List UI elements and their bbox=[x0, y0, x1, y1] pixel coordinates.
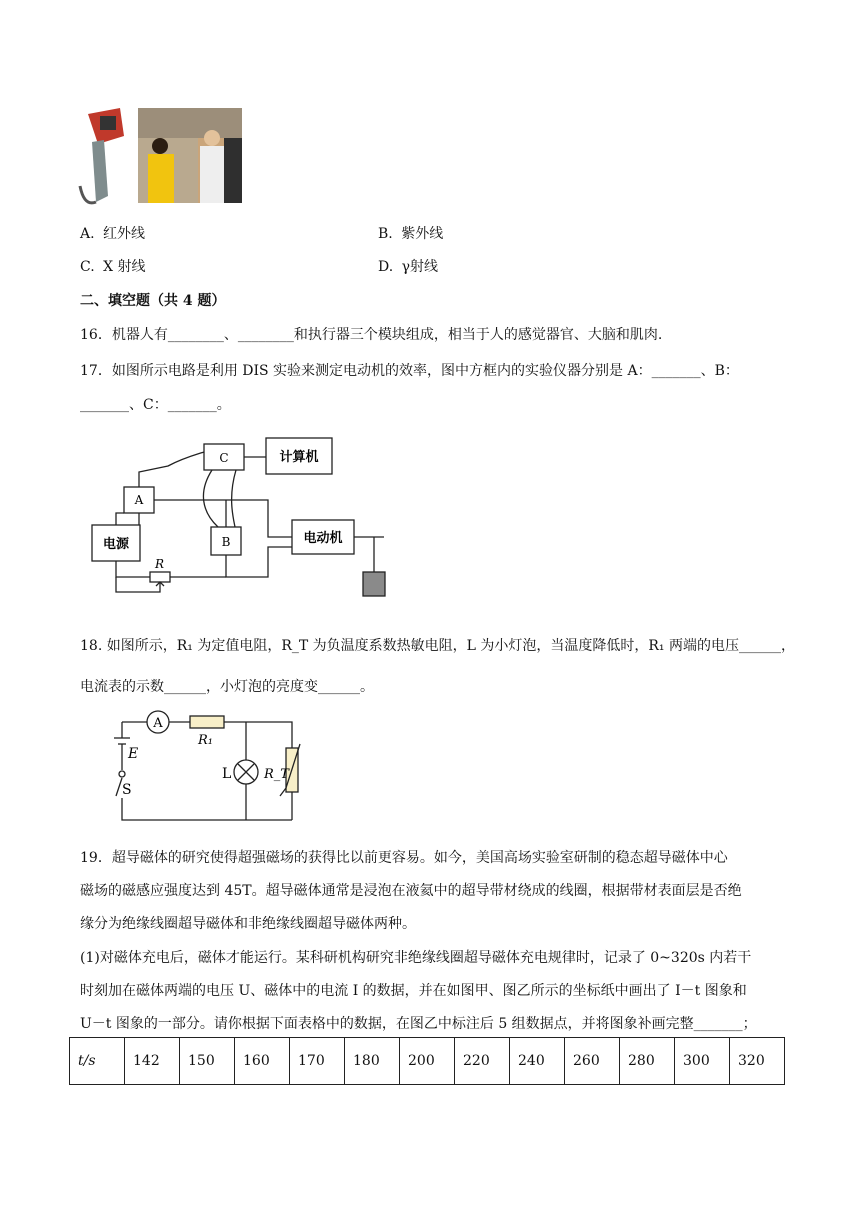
label-r: R bbox=[155, 557, 165, 571]
question-19-p2: 磁场的磁感应强度达到 45T。超导磁体通常是浸泡在液氦中的超导带材绕成的线圈，根据带材表面层是否绝 bbox=[80, 883, 742, 899]
option-b[interactable] bbox=[378, 224, 443, 244]
question-16: 16．机器人有________、________和执行器三个模块组成，相当于人的感觉器官、大脑和肌肉. bbox=[80, 327, 663, 343]
question-19-sub1-line2: 时刻加在磁体两端的电压 U、磁体中的电流 I 的数据，并在如图甲、图乙所示的坐标纸中画出了 I－t 图象和 bbox=[80, 983, 747, 999]
label-power: 电源 bbox=[102, 537, 130, 552]
option-text: γ射线 bbox=[401, 259, 439, 275]
temperature-check-photo bbox=[138, 108, 242, 203]
table-cell: 240 bbox=[510, 1038, 565, 1085]
option-a[interactable] bbox=[80, 224, 145, 244]
table-cell: 150 bbox=[180, 1038, 235, 1085]
table-cell: 200 bbox=[400, 1038, 455, 1085]
question-19-sub1-line3: U－t 图象的一部分。请你根据下面表格中的数据，在图乙中标注后 5 组数据点，并将图象补画完整_______； bbox=[80, 1016, 757, 1032]
question-17-line2: _______、C：_______。 bbox=[80, 397, 231, 413]
label-a: A bbox=[134, 493, 144, 507]
table-cell: 170 bbox=[290, 1038, 345, 1085]
label-s: S bbox=[122, 782, 132, 798]
label-l: L bbox=[222, 766, 232, 782]
infrared-thermometer-image bbox=[78, 106, 128, 212]
table-cell: 180 bbox=[345, 1038, 400, 1085]
option-text: X 射线 bbox=[103, 259, 146, 275]
table-header-cell: t/s bbox=[70, 1038, 125, 1085]
option-text: 红外线 bbox=[103, 226, 146, 242]
label-c: C bbox=[219, 451, 229, 465]
option-text: 紫外线 bbox=[401, 226, 444, 242]
question-18-line1: 18. 如图所示，R₁ 为定值电阻，R_T 为负温度系数热敏电阻，L 为小灯泡，当温度降低时，R₁ 两端的电压______， bbox=[80, 638, 795, 654]
table-cell: 260 bbox=[565, 1038, 620, 1085]
table-cell: 160 bbox=[235, 1038, 290, 1085]
option-key: D. bbox=[378, 259, 394, 275]
option-d[interactable] bbox=[378, 257, 438, 277]
question-19-sub1-line1: (1)对磁体充电后，磁体才能运行。某科研机构研究非绝缘线圈超导磁体充电规律时，记录了 0~320s 内若干 bbox=[80, 950, 752, 966]
label-computer: 计算机 bbox=[279, 450, 319, 465]
table-cell: 220 bbox=[455, 1038, 510, 1085]
label-rt: R_T bbox=[264, 767, 289, 782]
label-ammeter: A bbox=[153, 716, 163, 731]
dis-motor-circuit-diagram bbox=[88, 432, 388, 602]
table-cell: 280 bbox=[620, 1038, 675, 1085]
label-motor: 电动机 bbox=[303, 531, 343, 546]
question-19-p1: 19．超导磁体的研究使得超强磁场的获得比以前更容易。如今，美国高场实验室研制的稳态超导磁体中心 bbox=[80, 850, 728, 866]
label-b: B bbox=[221, 535, 231, 549]
option-key: C. bbox=[80, 259, 95, 275]
option-key: B. bbox=[378, 226, 393, 242]
section-title: 二、填空题（共 4 题） bbox=[80, 293, 226, 309]
question-18-line2: 电流表的示数______，小灯泡的亮度变______。 bbox=[80, 679, 374, 695]
label-r1: R₁ bbox=[198, 733, 213, 748]
option-key: A. bbox=[80, 226, 95, 242]
table-row bbox=[70, 1038, 785, 1085]
resistor-r1 bbox=[190, 716, 224, 728]
table-cell: 142 bbox=[125, 1038, 180, 1085]
table-cell: 320 bbox=[730, 1038, 785, 1085]
label-e: E bbox=[128, 746, 139, 762]
rheostat-r bbox=[150, 572, 170, 582]
thermistor-circuit-diagram bbox=[108, 708, 328, 828]
question-19-p3: 缘分为绝缘线圈超导磁体和非绝缘线圈超导磁体两种。 bbox=[80, 916, 416, 932]
table-cell: 300 bbox=[675, 1038, 730, 1085]
question-17-line1: 17．如图所示电路是利用 DIS 实验来测定电动机的效率，图中方框内的实验仪器分别是 A：_______、B： bbox=[80, 363, 739, 379]
option-c[interactable] bbox=[80, 257, 146, 277]
data-table bbox=[69, 1037, 785, 1085]
